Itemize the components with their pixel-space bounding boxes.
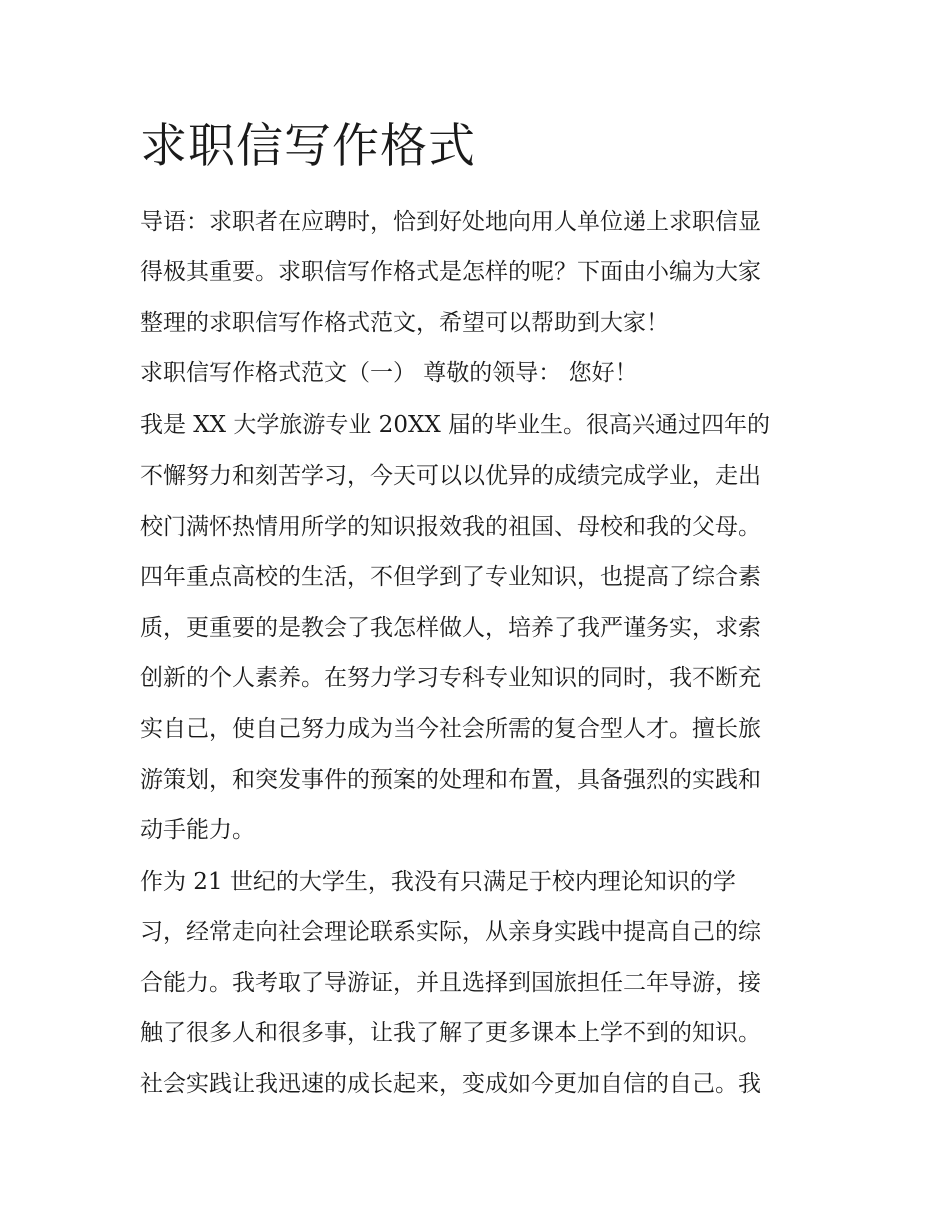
text-line: 习，经常走向社会理论联系实际，从亲身实践中提高自己的综 [140, 919, 761, 945]
text-line: 校门满怀热情用所学的知识报效我的祖国、母校和我的父母。 [140, 514, 761, 540]
text-line: 作为 21 世纪的大学生，我没有只满足于校内理论知识的学 [140, 869, 736, 895]
text-line: 我是 XX 大学旅游专业 20XX 届的毕业生。很高兴通过四年的 [140, 412, 771, 438]
text-line: 社会实践让我迅速的成长起来，变成如今更加自信的自己。我 [140, 1071, 761, 1097]
text-line: 整理的求职信写作格式范文，希望可以帮助到大家！ [140, 310, 669, 336]
text-line: 求职信写作格式范文（一） 尊敬的领导： 您好！ [140, 360, 638, 386]
text-line: 触了很多人和很多事，让我了解了更多课本上学不到的知识。 [140, 1020, 761, 1046]
text-line: 实自己，使自己努力成为当今社会所需的复合型人才。擅长旅 [140, 716, 761, 742]
text-line: 质，更重要的是教会了我怎样做人，培养了我严谨务实，求索 [140, 615, 761, 641]
text-line: 动手能力。 [140, 817, 255, 843]
text-line: 合能力。我考取了导游证，并且选择到国旅担任二年导游，接 [140, 970, 761, 996]
text-line: 创新的个人素养。在努力学习专科专业知识的同时，我不断充 [140, 665, 761, 691]
text-line: 游策划，和突发事件的预案的处理和布置，具备强烈的实践和 [140, 767, 761, 793]
text-line: 不懈努力和刻苦学习，今天可以以优异的成绩完成学业，走出 [140, 463, 761, 489]
text-line: 四年重点高校的生活，不但学到了专业知识，也提高了综合素 [140, 564, 761, 590]
document-title: 求职信写作格式 [140, 119, 476, 174]
text-line: 得极其重要。求职信写作格式是怎样的呢？下面由小编为大家 [140, 259, 761, 285]
text-line: 导语：求职者在应聘时，恰到好处地向用人单位递上求职信显 [140, 209, 761, 235]
